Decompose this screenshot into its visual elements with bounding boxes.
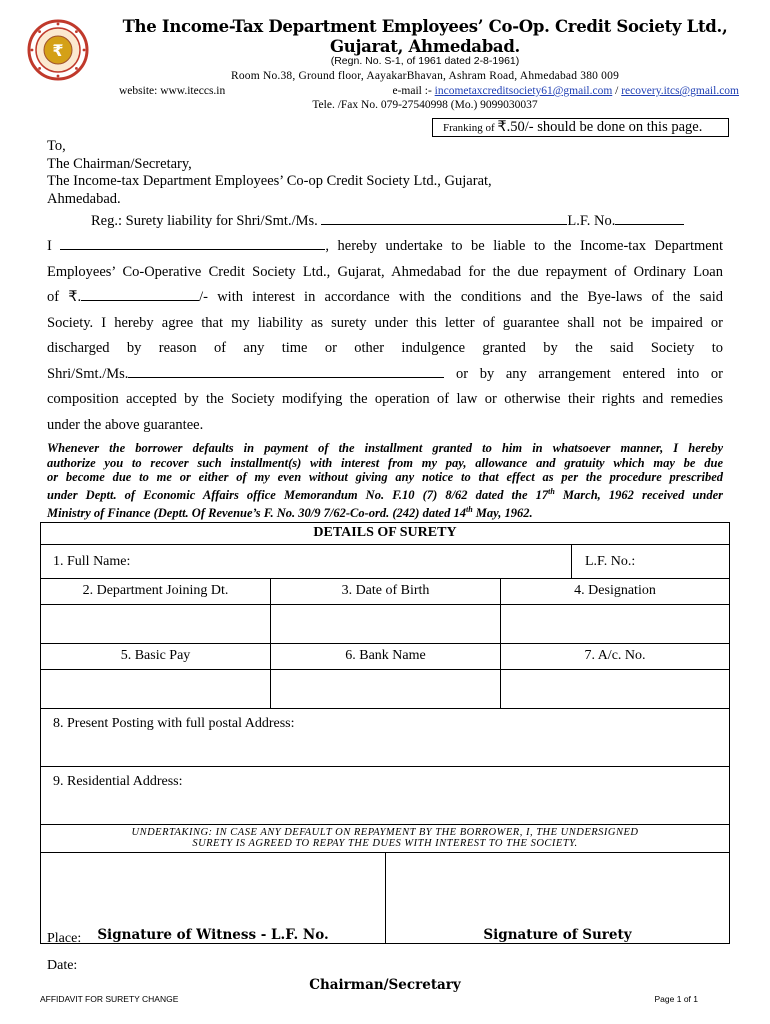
full-name-field[interactable]: 1. Full Name: — [53, 554, 131, 569]
body-line-7: composition accepted by the Society modifying the operation of law or otherwise their rights and remedies — [47, 391, 723, 407]
body-text: Shri/Smt./Ms. — [47, 365, 129, 382]
table-header: DETAILS OF SURETY — [313, 525, 457, 540]
svg-text:₹: ₹ — [52, 41, 64, 60]
body-text: or by any arrangement entered into or — [444, 365, 723, 382]
email-link-recovery[interactable]: recovery.itcs@gmail.com — [621, 85, 739, 97]
office-address: Room No.38, Ground floor, AayakarBhavan, Ashram Road, Ahmedabad 380 009 — [230, 70, 620, 82]
addressee-line-3: Ahmedabad. — [47, 190, 121, 207]
addressee-line-2: The Income-tax Department Employees’ Co-op Credit Society Ltd., Gujarat, — [47, 173, 492, 189]
society-title: The Income-Tax Department Employees’ Co-Op. Credit Society Ltd., — [122, 17, 728, 36]
notice-superscript: th — [548, 486, 555, 496]
witness-signature-caption: Signature of Witness - L.F. No. — [97, 927, 329, 943]
email-block — [393, 85, 740, 97]
body-line-4: Society. I hereby agree that my liability as surety under this letter of guarantee shall not be impaired or — [47, 314, 723, 331]
notice-text: Ministry of Finance (Deptt. Of Revenue’s F. No. 30/9 7/62-Co-ord. (242) dated 14 — [47, 505, 466, 520]
place-field[interactable]: Place: — [47, 931, 82, 946]
dob-input[interactable] — [270, 605, 500, 643]
present-posting-field[interactable]: 8. Present Posting with full postal Address: — [53, 716, 295, 731]
surety-signature-caption: Signature of Surety — [483, 927, 632, 943]
notice-text: March, 1962 received under — [554, 487, 723, 502]
surety-signature-box[interactable] — [385, 853, 729, 943]
body-line-8: under the above guarantee. — [47, 416, 204, 433]
body-line-2: Employees’ Co-Operative Credit Society Ltd., Gujarat, Ahmedabad for the due repayment of Ordinary Loan — [47, 263, 723, 280]
franking-text: ₹.50/- should be done on this page. — [497, 119, 703, 135]
subject-line — [91, 212, 684, 230]
designation-input[interactable] — [500, 605, 729, 643]
franking-prefix: Franking of — [443, 122, 498, 134]
email-label: e-mail :- — [392, 85, 435, 97]
undertaking-paragraph — [47, 237, 723, 441]
body-text: /- with interest in accordance with the conditions and the Bye-laws of the said — [199, 289, 723, 305]
society-seal-icon — [27, 19, 89, 81]
body-text: I — [47, 238, 52, 254]
lf-no-field[interactable]: L.F. No.: — [571, 545, 729, 578]
addressee-line-1: The Chairman/Secretary, — [47, 155, 192, 172]
residential-address-field[interactable]: 9. Residential Address: — [53, 774, 183, 789]
society-location: Gujarat, Ahmedabad. — [329, 37, 521, 56]
basic-pay-input[interactable] — [41, 670, 270, 708]
designation-label: 4. Designation — [500, 579, 729, 604]
account-no-input[interactable] — [500, 670, 729, 708]
joining-date-label: 2. Department Joining Dt. — [82, 583, 229, 598]
undertaking-banner — [41, 825, 729, 852]
page-number: Page 1 of 1 — [654, 994, 698, 1004]
surety-name-field[interactable] — [60, 237, 325, 250]
document-name: AFFIDAVIT FOR SURETY CHANGE — [40, 994, 179, 1004]
notice-line-5 — [47, 503, 723, 521]
borrower-lf-field[interactable] — [615, 212, 684, 225]
addressee-block — [47, 138, 492, 208]
registration-line: (Regn. No. S-1, of 1961 dated 2-8-1961) — [330, 55, 520, 67]
undertaking-line-2: SURETY IS AGREED TO REPAY THE DUES WITH INTEREST TO THE SOCIETY. — [192, 838, 578, 849]
body-line-6 — [47, 365, 723, 391]
notice-line-2: authorize you to recover such installment(s) with interest from my pay, allowance and gratuity which may be due — [47, 455, 723, 470]
telephone-line: Tele. /Fax No. 079-27540998 (Mo.) 9099030037 — [312, 99, 538, 111]
to-label: To, — [47, 138, 66, 154]
body-text: , hereby undertake to be liable to the Income-tax Department — [325, 238, 723, 254]
undertaking-line-1: UNDERTAKING: IN CASE ANY DEFAULT ON REPAYMENT BY THE BORROWER, I, THE UNDERSIGNED — [131, 827, 639, 838]
date-field[interactable]: Date: — [47, 958, 78, 973]
bank-name-label: 6. Bank Name — [270, 644, 500, 669]
joining-date-input[interactable] — [41, 605, 270, 643]
borrower-name-field-2[interactable] — [128, 365, 444, 378]
notice-superscript: th — [465, 504, 473, 514]
body-line-3 — [47, 288, 723, 314]
body-line-5: discharged by reason of any time or other indulgence granted by the said Society to — [47, 340, 723, 356]
subject-lf-label: L.F. No. — [567, 213, 616, 229]
notice-text: May, 1962. — [472, 505, 533, 520]
website-text: website: www.iteccs.in — [119, 85, 226, 97]
chairman-signatory: Chairman/Secretary — [309, 977, 461, 993]
loan-amount-field[interactable] — [81, 288, 199, 301]
dob-label: 3. Date of Birth — [270, 579, 500, 604]
franking-note — [432, 118, 729, 137]
subject-prefix: Reg.: Surety liability for Shri/Smt./Ms. — [91, 213, 318, 229]
account-no-label: 7. A/c. No. — [500, 644, 729, 669]
email-link-primary[interactable]: incometaxcreditsociety61@gmail.com — [434, 85, 613, 97]
borrower-name-field[interactable] — [321, 212, 567, 225]
basic-pay-label: 5. Basic Pay — [120, 648, 191, 663]
body-text: of ₹. — [47, 289, 82, 305]
notice-line-1: Whenever the borrower defaults in payment of the installment granted to him in whatsoever manner, I hereby — [47, 441, 723, 455]
bank-name-input[interactable] — [270, 670, 500, 708]
body-line-1 — [47, 237, 723, 263]
email-separator: / — [612, 85, 622, 97]
notice-line-3: or become due to me or either of my even without giving any notice to that effect as per the procedure prescribed — [47, 470, 723, 485]
notice-line-4 — [47, 485, 723, 503]
notice-text: under Deptt. of Economic Affairs office Memorandum No. F.10 (7) 8/62 dated the 17 — [47, 487, 549, 502]
recovery-authorization-notice — [47, 441, 723, 520]
witness-signature-box[interactable] — [41, 853, 385, 943]
surety-details-table — [40, 522, 730, 944]
